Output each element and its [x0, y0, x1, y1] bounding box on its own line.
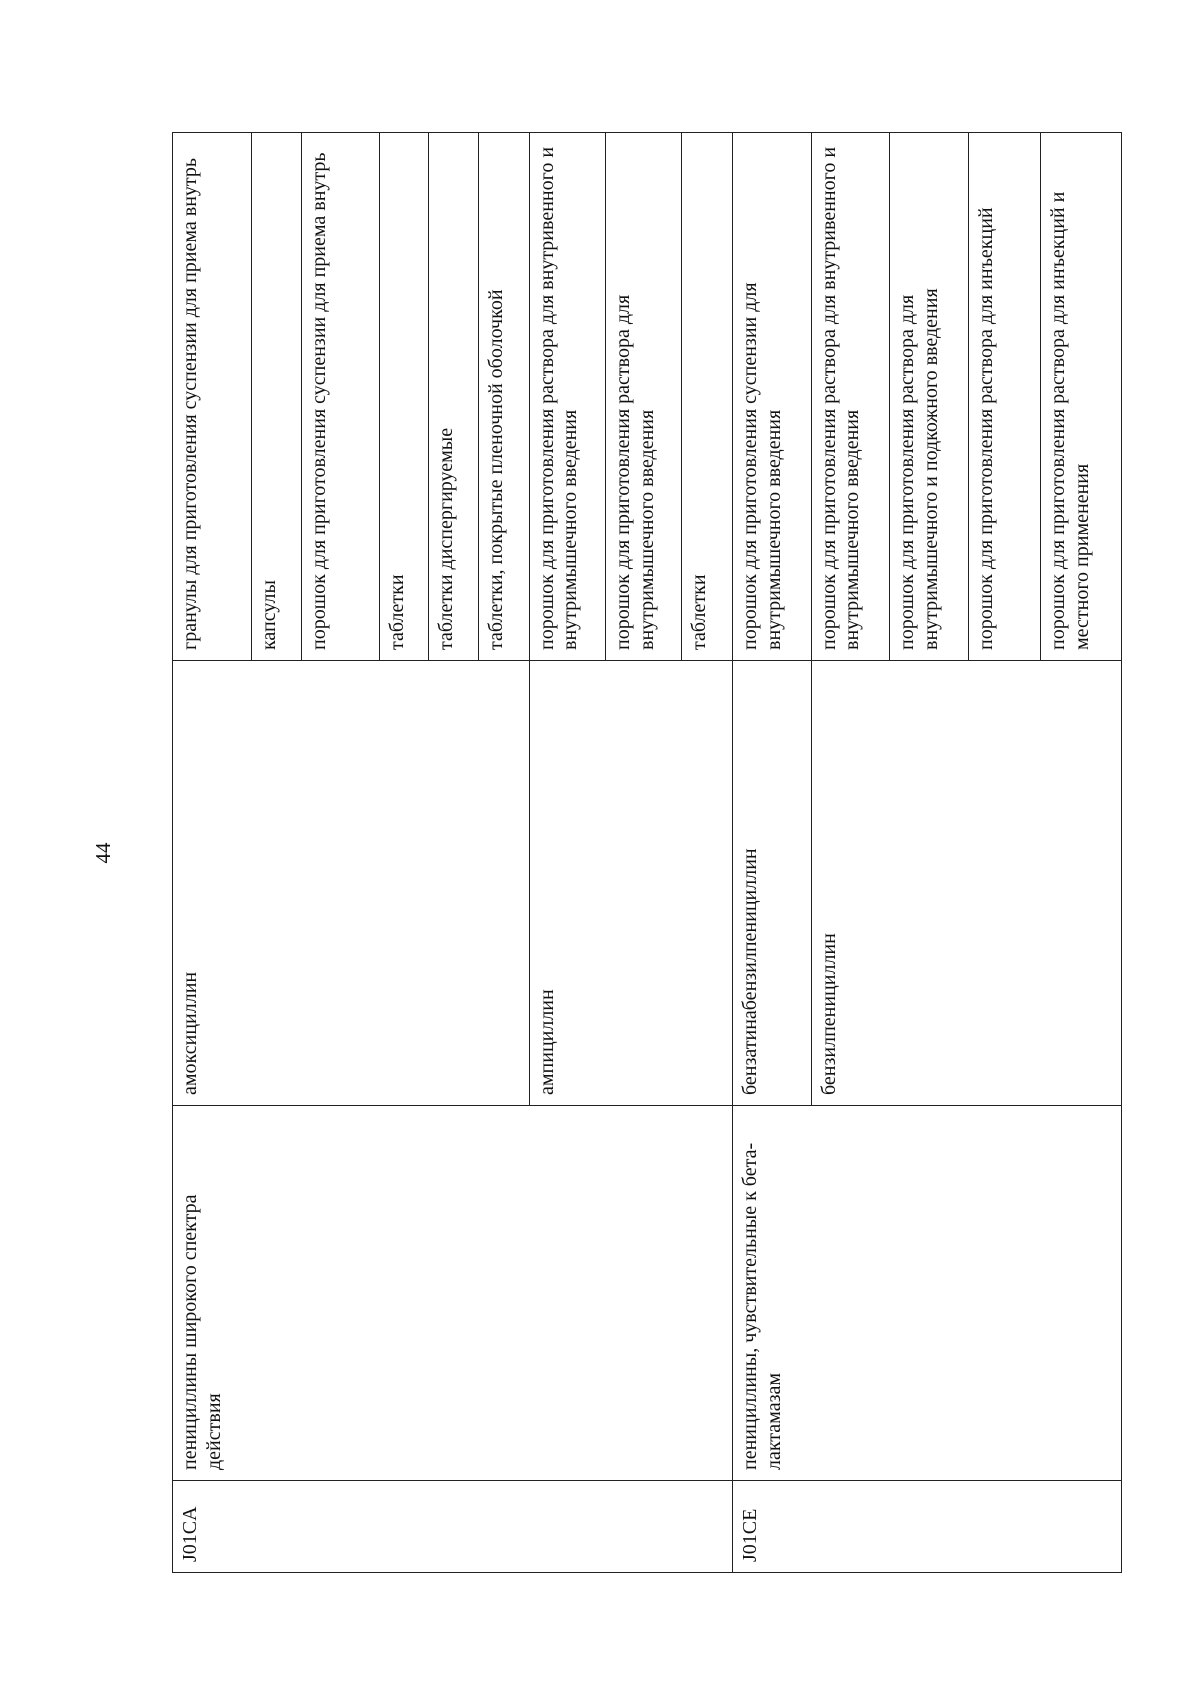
dosage-form-cell: порошок для приготовления раствора для внутримышечного и подкожного введения	[889, 133, 968, 661]
table-row	[173, 133, 252, 1573]
drug-table	[172, 132, 1122, 1573]
group-name-cell: пенициллины широкого спектра действия	[173, 1106, 733, 1481]
page-number: 44	[91, 842, 115, 864]
atc-code-cell: J01CE	[733, 1481, 1122, 1573]
drug-name-cell: ампициллин	[529, 661, 732, 1106]
atc-code-cell: J01CA	[173, 1481, 733, 1573]
dosage-form-cell: порошок для приготовления раствора для инъекций	[969, 133, 1041, 661]
dosage-form-cell: порошок для приготовления раствора для внутривенного и внутримышечного введения	[811, 133, 889, 661]
drug-name-cell: бензилпенициллин	[811, 661, 1121, 1106]
dosage-form-cell: порошок для приготовления раствора для внутривенного и внутримышечного введения	[529, 133, 605, 661]
dosage-form-cell: гранулы для приготовления суспензии для приема внутрь	[173, 133, 252, 661]
group-name-cell: пенициллины, чувствительные к бета-лактамазам	[733, 1106, 1122, 1481]
dosage-form-cell: порошок для приготовления суспензии для приема внутрь	[302, 133, 379, 661]
dosage-form-cell: порошок для приготовления раствора для внутримышечного введения	[606, 133, 682, 661]
dosage-form-cell: таблетки	[682, 133, 733, 661]
rotated-table-wrapper	[172, 133, 1122, 1573]
drug-name-cell: бензатинабензилпенициллин	[733, 661, 811, 1106]
dosage-form-cell: капсулы	[252, 133, 302, 661]
drug-name-cell: амоксициллин	[173, 661, 530, 1106]
dosage-form-cell: таблетки диспергируемые	[429, 133, 479, 661]
dosage-form-cell: таблетки	[379, 133, 429, 661]
dosage-form-cell: порошок для приготовления суспензии для внутримышечного введения	[733, 133, 811, 661]
table-row	[733, 133, 811, 1573]
dosage-form-cell: таблетки, покрытые пленочной оболочкой	[479, 133, 530, 661]
dosage-form-cell: порошок для приготовления раствора для инъекций и местного применения	[1041, 133, 1122, 661]
